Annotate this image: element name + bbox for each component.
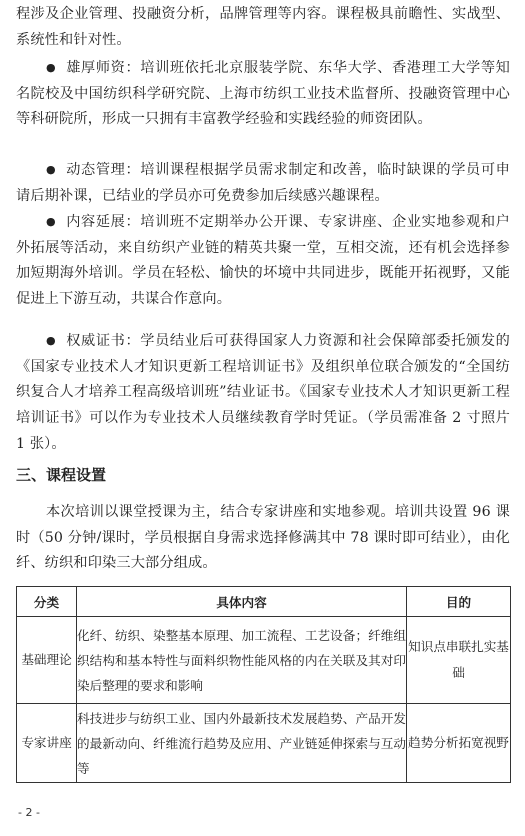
header-purpose: 目的 xyxy=(407,587,511,617)
table-row xyxy=(17,617,511,704)
section-body-paragraph: 本次培训以课堂授课为主，结合专家讲座和实地参观。培训共设置 96 课时（50 分钟/课时，学员根据自身需求选择修满其中 78 课时即可结业），由化纤、纺织和印染三大部分组成。 xyxy=(16,504,510,572)
header-category: 分类 xyxy=(17,587,77,617)
section-heading: 三、课程设置 xyxy=(16,466,107,484)
row-content: 科技进步与纺织工业、国内外最新技术发展趋势、产品开发的最新动向、纤维流行趋势及应用、产业链延伸探索与互动等 xyxy=(77,704,407,783)
bullet-icon: ● xyxy=(46,215,57,228)
row-content: 化纤、纺织、染整基本原理、加工流程、工艺设备；纤维组织结构和基本特性与面料织物性能风格的内在关联及其对印染后整理的要求和影响 xyxy=(77,617,407,704)
dynamic-management-paragraph xyxy=(16,158,510,209)
page-number: - 2 - xyxy=(18,806,40,819)
bullet-icon: ● xyxy=(46,334,57,347)
header-content: 具体内容 xyxy=(77,587,407,617)
content-extension-paragraph xyxy=(16,210,510,313)
row-purpose: 趋势分析拓宽视野 xyxy=(407,704,511,783)
row-purpose: 知识点串联扎实基础 xyxy=(407,617,511,704)
bullet-icon: ● xyxy=(46,163,57,176)
course-table xyxy=(16,586,511,783)
content-extension-text: 内容延展：培训班不定期举办公开课、专家讲座、企业实地参观和户外拓展等活动，来自纺织产业链的精英共聚一堂，互相交流，还有机会选择参加短期海外培训。学员在轻松、愉快的坏境中共同进步，既能开拓视野，又能促进上下游互动，共谋合作意向。 xyxy=(16,214,510,308)
dynamic-management-text: 动态管理：培训课程根据学员需求制定和改善，临时缺课的学员可申请后期补课，已结业的学员亦可免费参加后续感兴趣课程。 xyxy=(16,162,510,204)
bullet-icon: ● xyxy=(46,61,57,74)
faculty-paragraph xyxy=(16,56,510,133)
intro-tail-paragraph: 程涉及企业管理、投融资分析，品牌管理等内容。课程极具前瞻性、实战型、系统性和针对性。 xyxy=(16,6,510,48)
row-category: 专家讲座 xyxy=(17,704,77,783)
certificate-paragraph xyxy=(16,329,510,458)
table-row xyxy=(17,704,511,783)
table-header-row xyxy=(17,587,511,617)
row-category: 基础理论 xyxy=(17,617,77,704)
faculty-text: 雄厚师资：培训班依托北京服装学院、东华大学、香港理工大学等知名院校及中国纺织科学研究院、上海市纺织工业技术监督所、投融资管理中心等科研院所，形成一只拥有丰富教学经验和实践经验的师资团队。 xyxy=(16,60,510,128)
certificate-text: 权威证书：学员结业后可获得国家人力资源和社会保障部委托颁发的《国家专业技术人才知识更新工程培训证书》及组织单位联合颁发的“全国纺织复合人才培养工程高级培训班”结业证书。《国家专业技术人才知识更新工程培训证书》可以作为专业技术人员继续教育学时凭证。（学员需准备 2 寸照片 1 张）。 xyxy=(16,333,510,452)
